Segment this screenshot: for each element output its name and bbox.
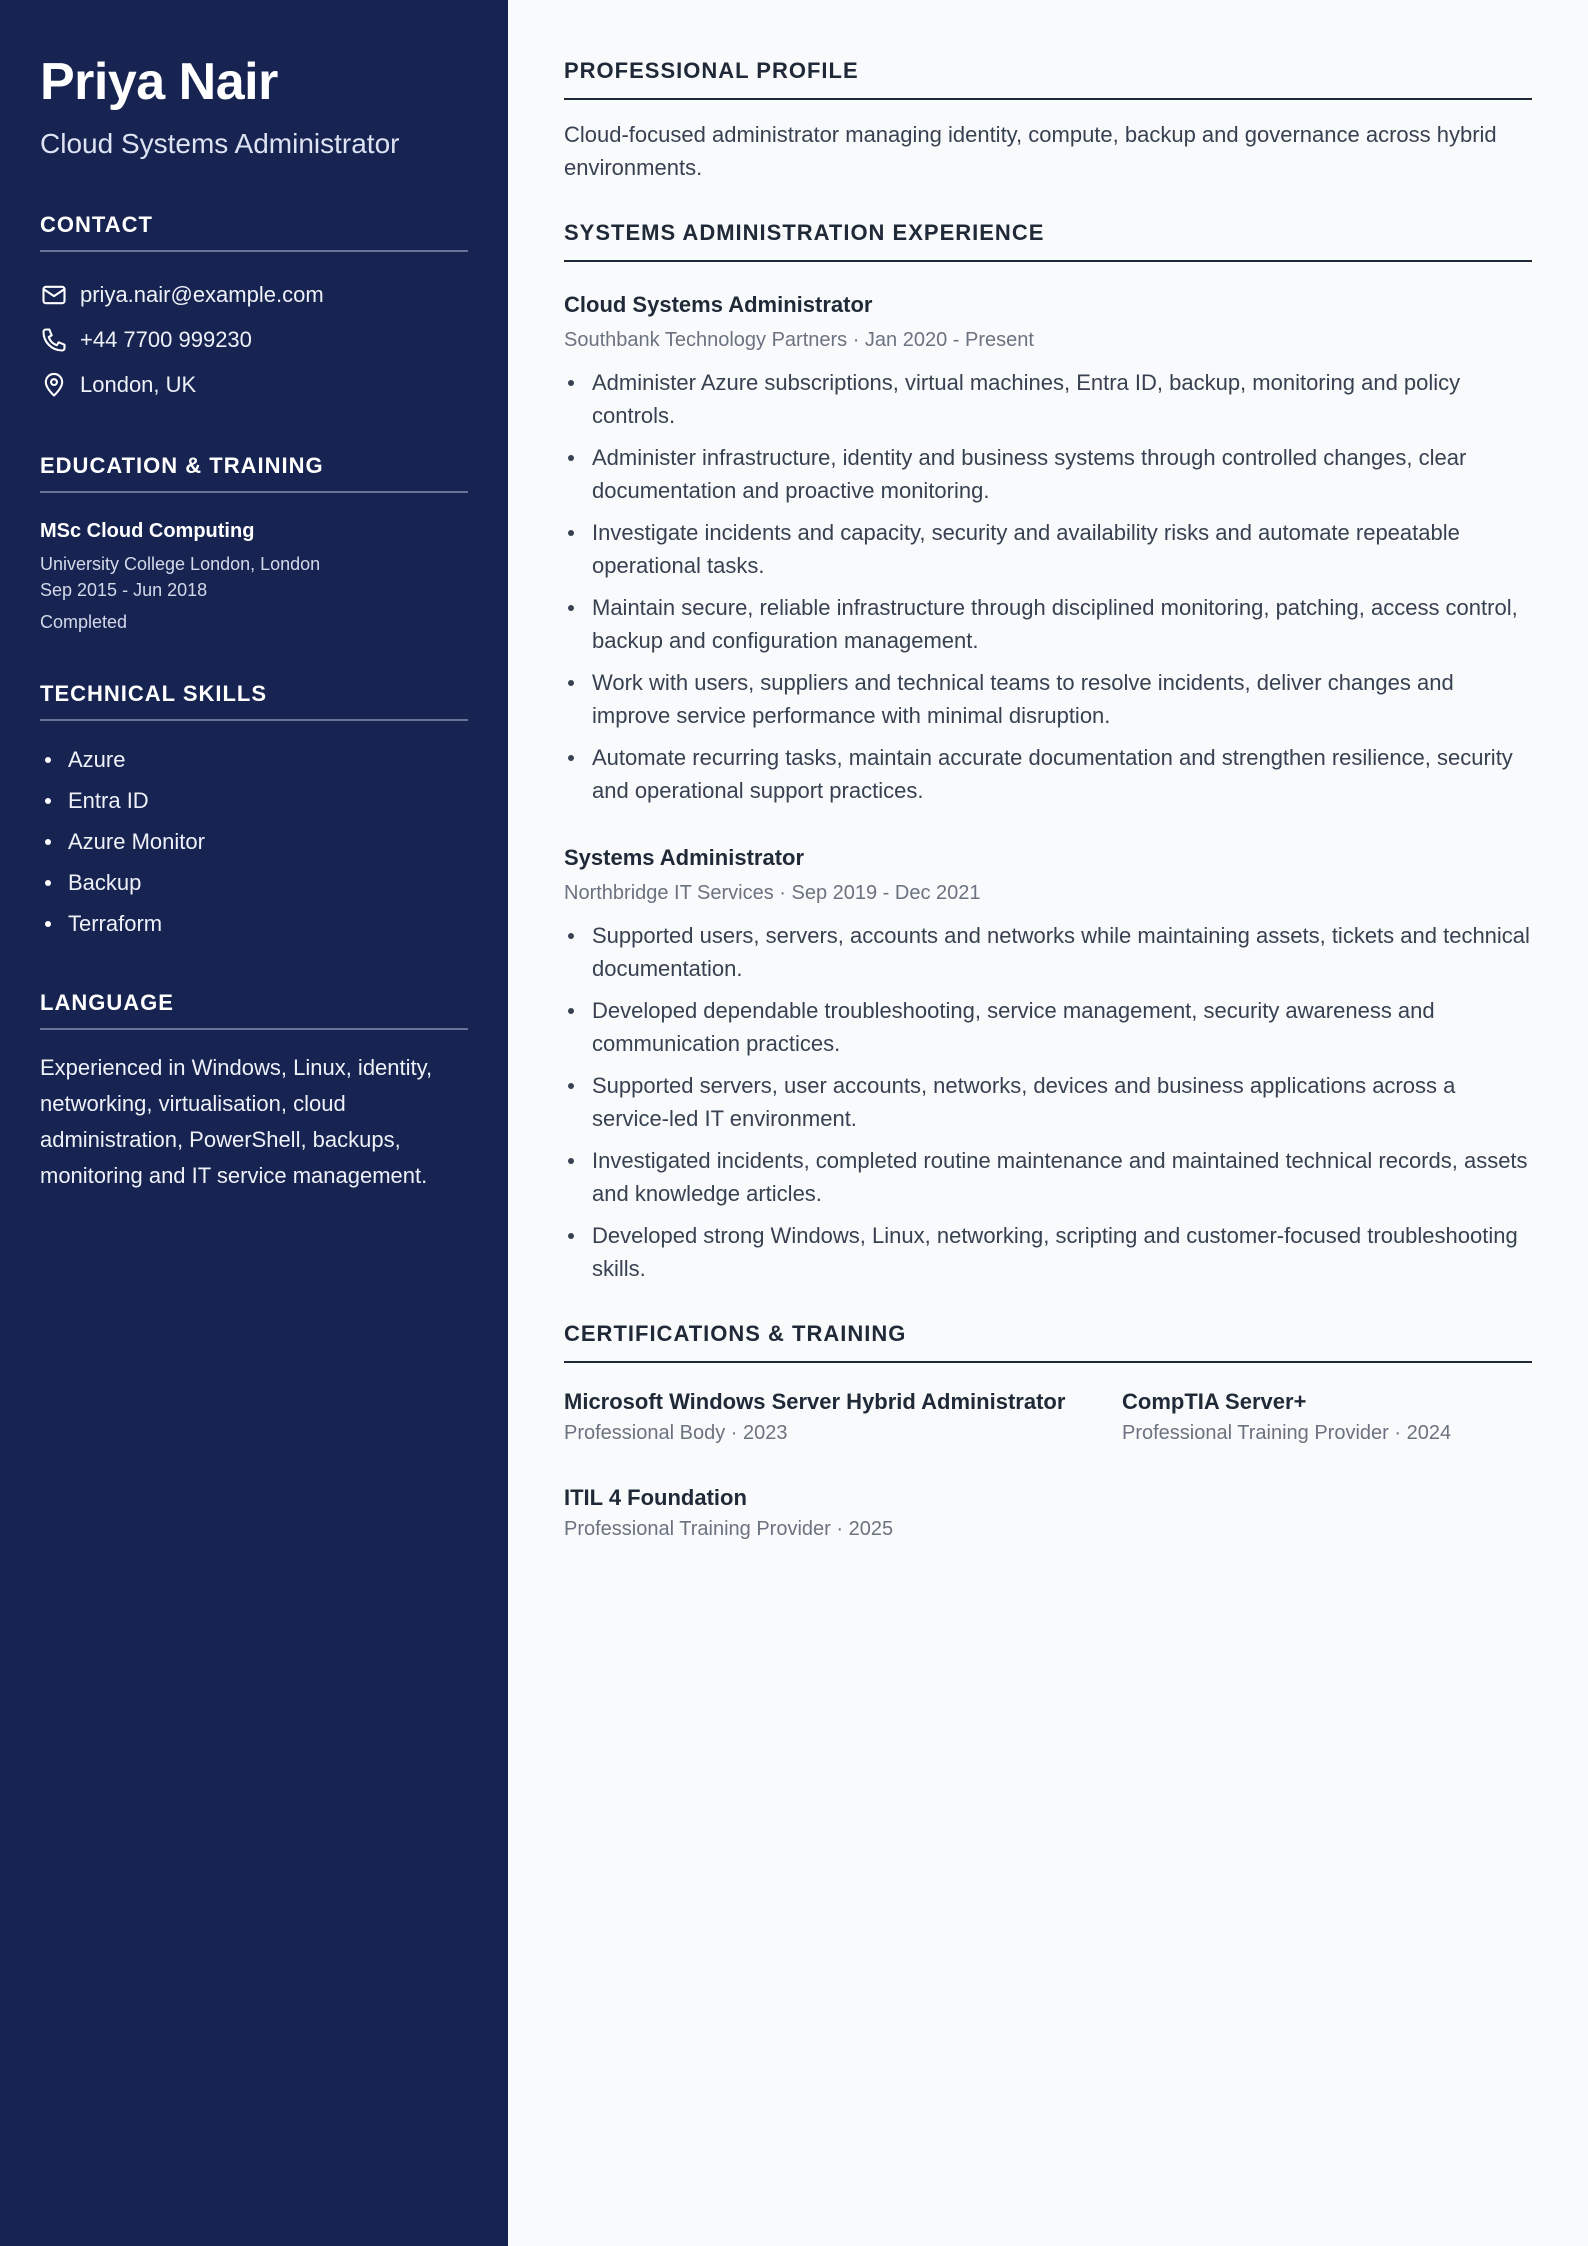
- contact-section: [40, 212, 468, 407]
- job-bullet: Administer infrastructure, identity and business systems through controlled changes, clear documentation and proactive monitoring.: [564, 441, 1532, 507]
- certification-name: CompTIA Server+: [1122, 1389, 1307, 1414]
- job-entry: [564, 843, 1532, 1285]
- language-heading: LANGUAGE: [40, 990, 468, 1030]
- education-status: Completed: [40, 612, 128, 632]
- contact-phone-text[interactable]: +44 7700 999230: [80, 326, 252, 352]
- education-section: [40, 453, 468, 635]
- certification-item: [564, 1387, 1122, 1447]
- education-heading: EDUCATION & TRAINING: [40, 453, 468, 493]
- job-meta: Southbank Technology Partners · Jan 2020 - Present: [564, 329, 1034, 351]
- experience-heading: SYSTEMS ADMINISTRATION EXPERIENCE: [564, 220, 1532, 262]
- job-title: Cloud Systems Administrator: [564, 292, 873, 317]
- profile-heading: PROFESSIONAL PROFILE: [564, 58, 1532, 100]
- sidebar: [0, 0, 508, 2246]
- skill-item: Azure: [40, 739, 468, 780]
- candidate-role: Cloud Systems Administrator: [40, 128, 400, 159]
- education-school: University College London, London: [40, 554, 321, 574]
- skills-section: [40, 681, 468, 944]
- phone-icon: [40, 326, 68, 354]
- certification-meta: Professional Training Provider · 2024: [1122, 1422, 1452, 1444]
- job-bullets: [564, 919, 1532, 1285]
- mail-icon: [40, 281, 68, 309]
- job-bullet: Developed dependable troubleshooting, service management, security awareness and communication practices.: [564, 994, 1532, 1060]
- job-meta: Northbridge IT Services · Sep 2019 - Dec 2021: [564, 882, 981, 904]
- job-bullet: Maintain secure, reliable infrastructure through disciplined monitoring, patching, access control, backup and configuration management.: [564, 591, 1532, 657]
- language-text: Experienced in Windows, Linux, identity, networking, virtualisation, cloud administration, PowerShell, backups, monitoring and IT service management.: [40, 1055, 433, 1188]
- job-entry: [564, 290, 1532, 807]
- certifications-section: [564, 1321, 1532, 1543]
- job-title: Systems Administrator: [564, 845, 805, 870]
- contact-phone[interactable]: [40, 317, 468, 362]
- certification-meta: Professional Body · 2023: [564, 1422, 788, 1444]
- certifications-heading: CERTIFICATIONS & TRAINING: [564, 1321, 1532, 1363]
- language-section: [40, 990, 468, 1194]
- contact-email[interactable]: [40, 272, 468, 317]
- skill-item: Entra ID: [40, 780, 468, 821]
- experience-section: [564, 220, 1532, 1285]
- job-bullet: Work with users, suppliers and technical teams to resolve incidents, deliver changes and improve service performance with minimal disruption.: [564, 666, 1532, 732]
- job-bullet: Supported users, servers, accounts and networks while maintaining assets, tickets and technical documentation.: [564, 919, 1532, 985]
- skill-item: Terraform: [40, 903, 468, 944]
- education-entry: [40, 517, 468, 635]
- education-degree: MSc Cloud Computing: [40, 520, 255, 542]
- skills-list: [40, 739, 468, 944]
- job-bullet: Automate recurring tasks, maintain accurate documentation and strengthen resilience, security and operational support practices.: [564, 741, 1532, 807]
- job-bullet: Developed strong Windows, Linux, networking, scripting and customer-focused troubleshooting skills.: [564, 1219, 1532, 1285]
- job-bullet: Investigated incidents, completed routine maintenance and maintained technical records, assets and knowledge articles.: [564, 1144, 1532, 1210]
- job-bullet: Investigate incidents and capacity, security and availability risks and automate repeatable operational tasks.: [564, 516, 1532, 582]
- job-bullet: Supported servers, user accounts, networks, devices and business applications across a service-led IT environment.: [564, 1069, 1532, 1135]
- certifications-grid: [564, 1387, 1532, 1543]
- main-content: [508, 0, 1588, 2246]
- contact-heading: CONTACT: [40, 212, 468, 252]
- certification-meta: Professional Training Provider · 2025: [564, 1518, 894, 1540]
- location-pin-icon: [40, 371, 68, 399]
- skill-item: Azure Monitor: [40, 821, 468, 862]
- candidate-name: Priya Nair: [40, 53, 278, 111]
- profile-text: Cloud-focused administrator managing identity, compute, backup and governance across hybrid environments.: [564, 122, 1497, 180]
- contact-email-text[interactable]: priya.nair@example.com: [80, 281, 324, 307]
- education-dates: Sep 2015 - Jun 2018: [40, 580, 208, 600]
- job-bullets: [564, 366, 1532, 807]
- job-bullet: Administer Azure subscriptions, virtual machines, Entra ID, backup, monitoring and policy controls.: [564, 366, 1532, 432]
- certification-item: [564, 1483, 1122, 1543]
- contact-location: [40, 362, 468, 407]
- skill-item: Backup: [40, 862, 468, 903]
- certification-name: ITIL 4 Foundation: [564, 1485, 747, 1510]
- contact-location-text: London, UK: [80, 371, 197, 397]
- certification-item: [1122, 1387, 1532, 1447]
- skills-heading: TECHNICAL SKILLS: [40, 681, 468, 721]
- profile-section: [564, 58, 1532, 184]
- certification-name: Microsoft Windows Server Hybrid Administrator: [564, 1389, 1066, 1414]
- contact-list: [40, 272, 468, 407]
